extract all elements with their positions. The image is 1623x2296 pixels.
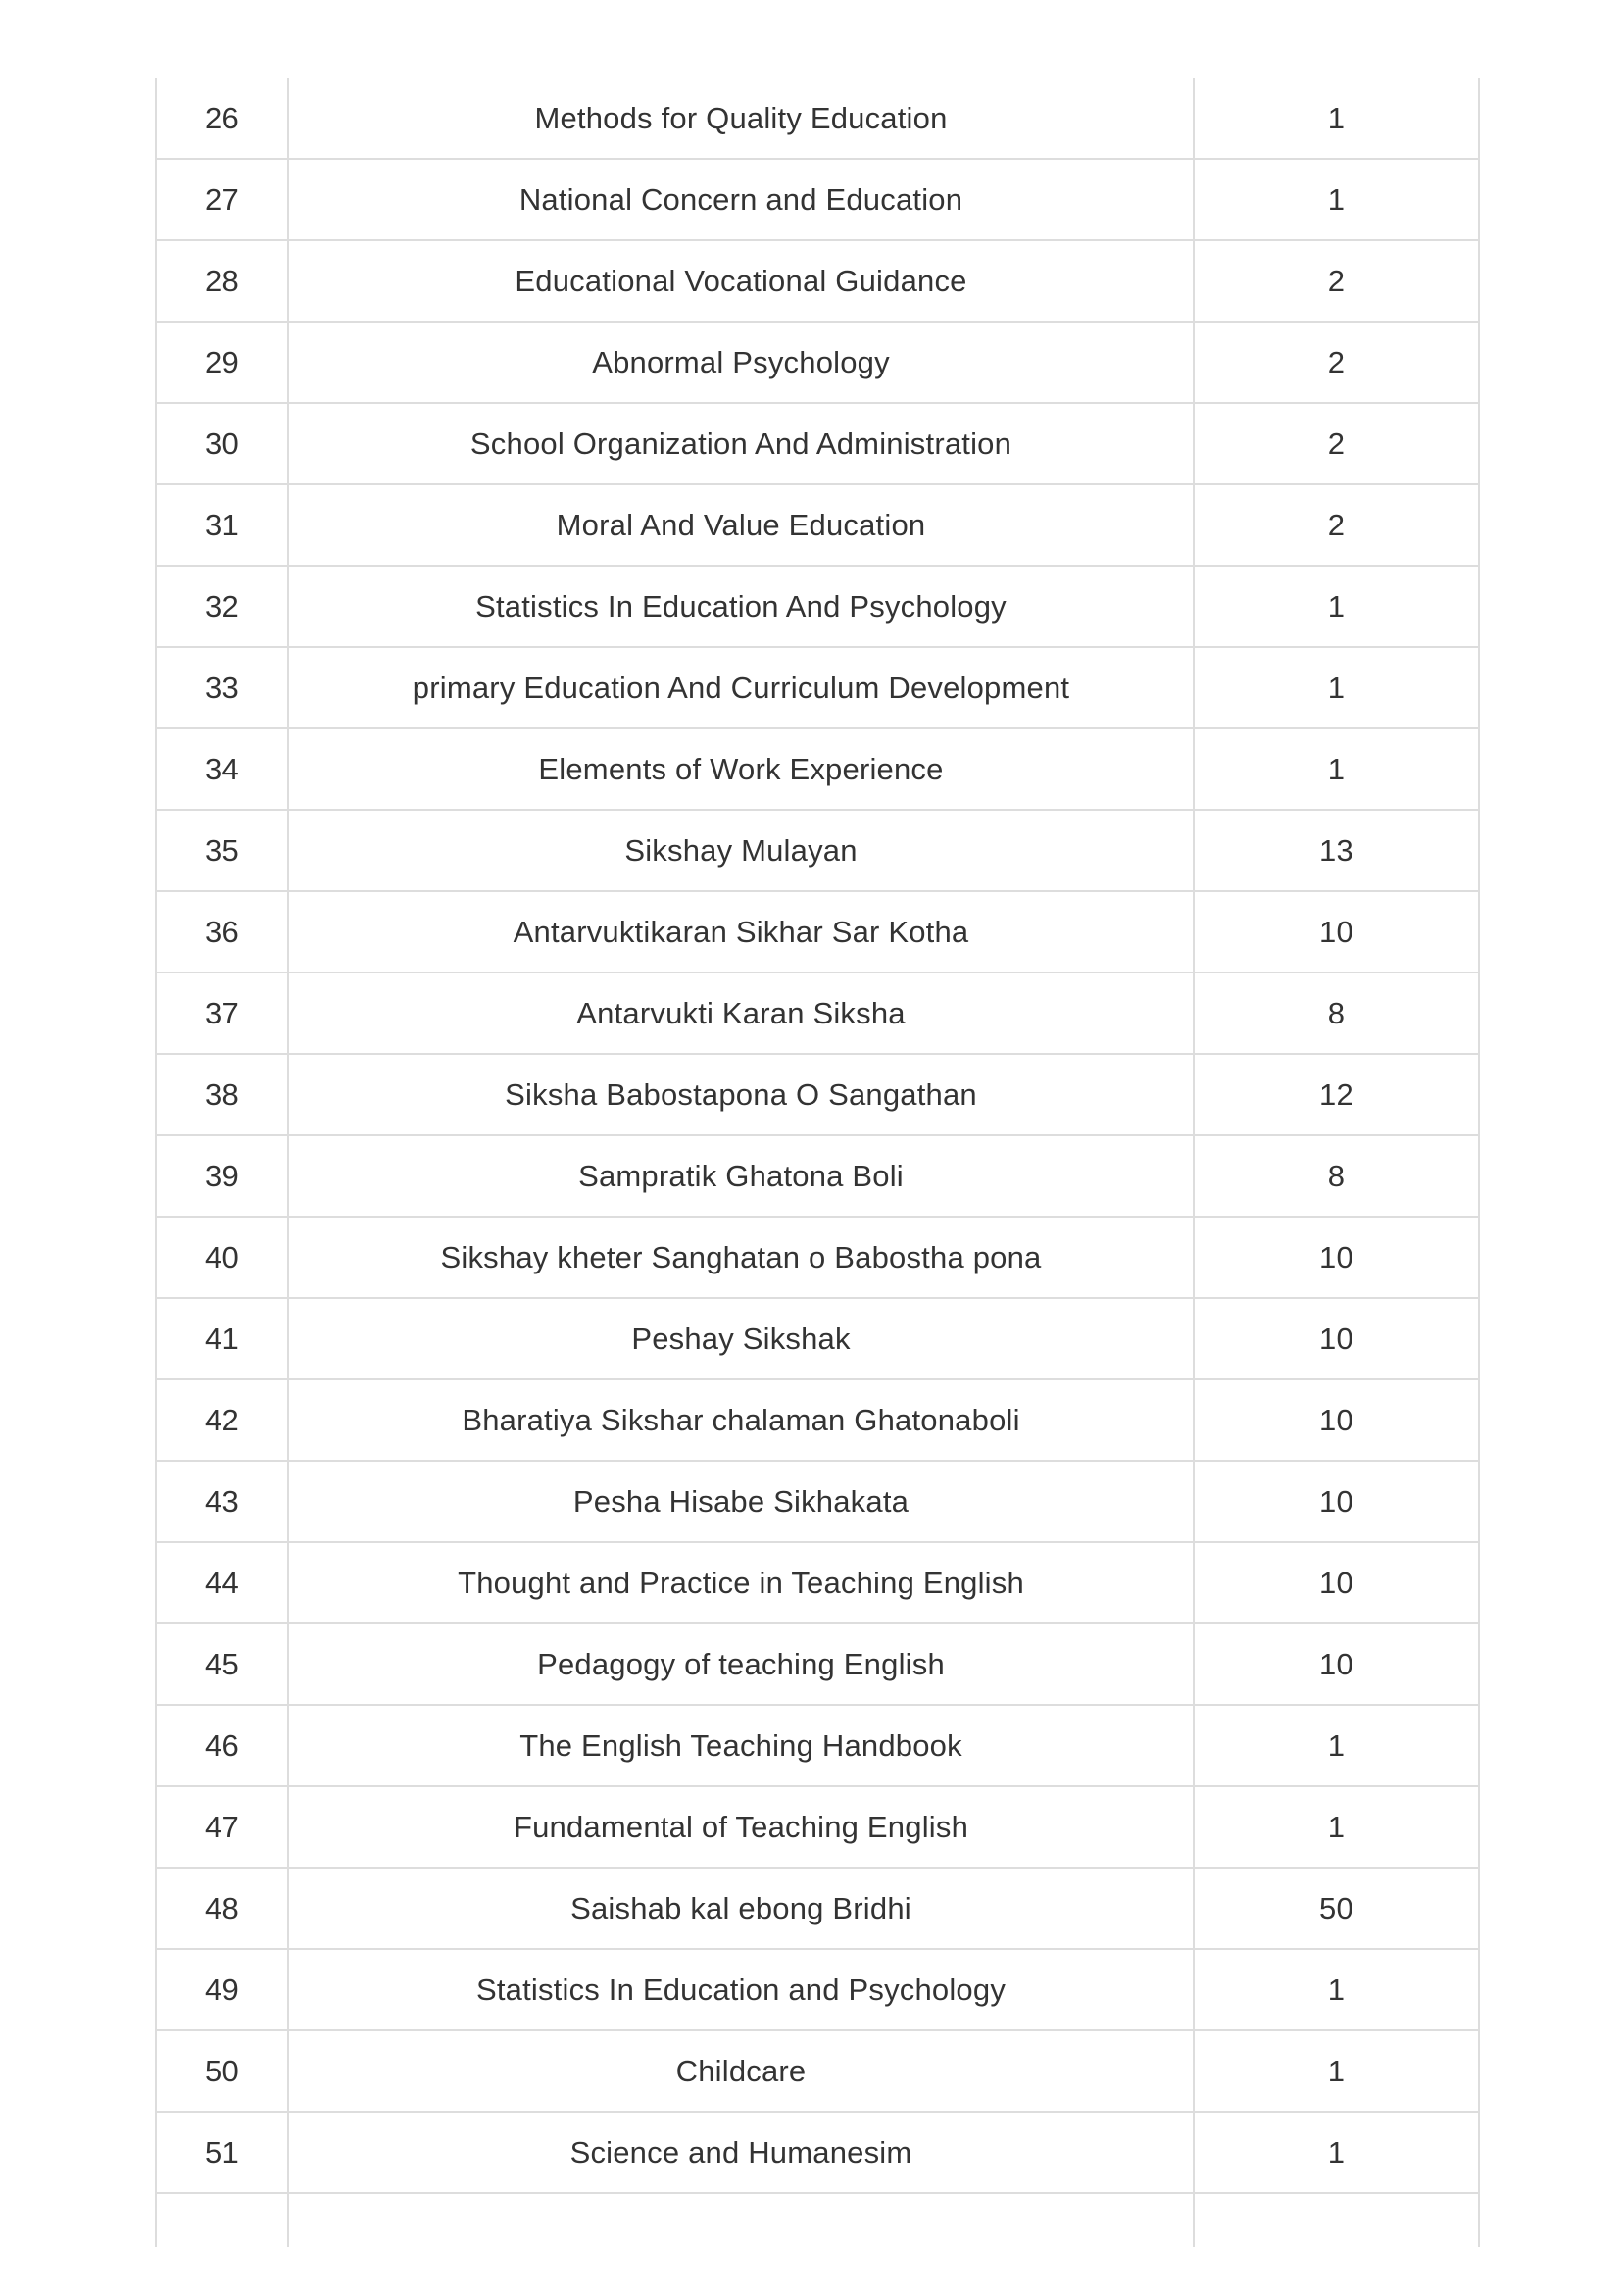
serial-number-cell: 36 xyxy=(156,891,288,973)
table-row-empty xyxy=(156,2193,1479,2247)
book-title-cell: Statistics In Education And Psychology xyxy=(288,566,1194,647)
table-row xyxy=(156,1054,1479,1135)
serial-number-cell: 50 xyxy=(156,2030,288,2112)
quantity-cell: 1 xyxy=(1194,647,1479,728)
quantity-cell: 1 xyxy=(1194,1949,1479,2030)
book-title-cell: Antarvukti Karan Siksha xyxy=(288,973,1194,1054)
table-row xyxy=(156,1379,1479,1461)
quantity-cell: 8 xyxy=(1194,973,1479,1054)
table-row xyxy=(156,1868,1479,1949)
table-row xyxy=(156,1542,1479,1623)
table-row xyxy=(156,1623,1479,1705)
serial-number-cell: 47 xyxy=(156,1786,288,1868)
book-title-cell: Fundamental of Teaching English xyxy=(288,1786,1194,1868)
table-row xyxy=(156,322,1479,403)
book-title-cell: Peshay Sikshak xyxy=(288,1298,1194,1379)
quantity-cell: 50 xyxy=(1194,1868,1479,1949)
table-row xyxy=(156,1949,1479,2030)
book-title-cell: Abnormal Psychology xyxy=(288,322,1194,403)
table-row xyxy=(156,1298,1479,1379)
book-title-cell: Pesha Hisabe Sikhakata xyxy=(288,1461,1194,1542)
serial-number-cell: 51 xyxy=(156,2112,288,2193)
book-title-cell: School Organization And Administration xyxy=(288,403,1194,484)
table-body xyxy=(156,78,1479,2247)
book-title-cell: Bharatiya Sikshar chalaman Ghatonaboli xyxy=(288,1379,1194,1461)
serial-number-cell: 41 xyxy=(156,1298,288,1379)
serial-number-cell: 46 xyxy=(156,1705,288,1786)
table-row xyxy=(156,1705,1479,1786)
table-row xyxy=(156,1461,1479,1542)
table-row xyxy=(156,484,1479,566)
table-row xyxy=(156,810,1479,891)
table-row xyxy=(156,159,1479,240)
table-row xyxy=(156,2030,1479,2112)
table-row xyxy=(156,891,1479,973)
quantity-cell: 10 xyxy=(1194,1623,1479,1705)
table-row xyxy=(156,1786,1479,1868)
quantity-cell: 2 xyxy=(1194,240,1479,322)
serial-number-cell: 32 xyxy=(156,566,288,647)
quantity-cell: 1 xyxy=(1194,1705,1479,1786)
serial-number-cell: 45 xyxy=(156,1623,288,1705)
table-row xyxy=(156,2112,1479,2193)
quantity-cell: 10 xyxy=(1194,1298,1479,1379)
serial-number-cell: 44 xyxy=(156,1542,288,1623)
serial-number-cell: 34 xyxy=(156,728,288,810)
quantity-cell xyxy=(1194,2193,1479,2247)
quantity-cell: 1 xyxy=(1194,78,1479,159)
book-title-cell: Sikshay Mulayan xyxy=(288,810,1194,891)
book-title-cell xyxy=(288,2193,1194,2247)
book-title-cell: Sampratik Ghatona Boli xyxy=(288,1135,1194,1217)
book-title-cell: Thought and Practice in Teaching English xyxy=(288,1542,1194,1623)
quantity-cell: 1 xyxy=(1194,159,1479,240)
serial-number-cell: 26 xyxy=(156,78,288,159)
quantity-cell: 10 xyxy=(1194,1379,1479,1461)
book-title-cell: Antarvuktikaran Sikhar Sar Kotha xyxy=(288,891,1194,973)
serial-number-cell: 31 xyxy=(156,484,288,566)
book-title-cell: Sikshay kheter Sanghatan o Babostha pona xyxy=(288,1217,1194,1298)
book-list-table-container xyxy=(155,78,1478,2247)
book-title-cell: Statistics In Education and Psychology xyxy=(288,1949,1194,2030)
table-row xyxy=(156,240,1479,322)
book-title-cell: Moral And Value Education xyxy=(288,484,1194,566)
serial-number-cell: 35 xyxy=(156,810,288,891)
serial-number-cell: 49 xyxy=(156,1949,288,2030)
serial-number-cell: 30 xyxy=(156,403,288,484)
book-title-cell: Siksha Babostapona O Sangathan xyxy=(288,1054,1194,1135)
quantity-cell: 10 xyxy=(1194,1542,1479,1623)
quantity-cell: 13 xyxy=(1194,810,1479,891)
quantity-cell: 2 xyxy=(1194,403,1479,484)
book-title-cell: Educational Vocational Guidance xyxy=(288,240,1194,322)
serial-number-cell: 39 xyxy=(156,1135,288,1217)
table-row xyxy=(156,728,1479,810)
quantity-cell: 1 xyxy=(1194,2030,1479,2112)
serial-number-cell: 48 xyxy=(156,1868,288,1949)
serial-number-cell: 37 xyxy=(156,973,288,1054)
book-title-cell: Saishab kal ebong Bridhi xyxy=(288,1868,1194,1949)
book-title-cell: National Concern and Education xyxy=(288,159,1194,240)
quantity-cell: 10 xyxy=(1194,1461,1479,1542)
quantity-cell: 1 xyxy=(1194,566,1479,647)
book-title-cell: primary Education And Curriculum Development xyxy=(288,647,1194,728)
table-row xyxy=(156,403,1479,484)
book-title-cell: The English Teaching Handbook xyxy=(288,1705,1194,1786)
quantity-cell: 1 xyxy=(1194,728,1479,810)
serial-number-cell: 28 xyxy=(156,240,288,322)
table-row xyxy=(156,1217,1479,1298)
serial-number-cell xyxy=(156,2193,288,2247)
quantity-cell: 2 xyxy=(1194,322,1479,403)
book-title-cell: Elements of Work Experience xyxy=(288,728,1194,810)
quantity-cell: 8 xyxy=(1194,1135,1479,1217)
serial-number-cell: 38 xyxy=(156,1054,288,1135)
quantity-cell: 10 xyxy=(1194,891,1479,973)
book-title-cell: Science and Humanesim xyxy=(288,2112,1194,2193)
quantity-cell: 12 xyxy=(1194,1054,1479,1135)
quantity-cell: 1 xyxy=(1194,2112,1479,2193)
book-title-cell: Methods for Quality Education xyxy=(288,78,1194,159)
book-title-cell: Childcare xyxy=(288,2030,1194,2112)
table-row xyxy=(156,1135,1479,1217)
table-row xyxy=(156,78,1479,159)
table-row xyxy=(156,973,1479,1054)
book-list-table xyxy=(155,78,1480,2247)
serial-number-cell: 40 xyxy=(156,1217,288,1298)
serial-number-cell: 29 xyxy=(156,322,288,403)
table-row xyxy=(156,566,1479,647)
serial-number-cell: 27 xyxy=(156,159,288,240)
quantity-cell: 2 xyxy=(1194,484,1479,566)
serial-number-cell: 33 xyxy=(156,647,288,728)
book-title-cell: Pedagogy of teaching English xyxy=(288,1623,1194,1705)
quantity-cell: 1 xyxy=(1194,1786,1479,1868)
serial-number-cell: 42 xyxy=(156,1379,288,1461)
table-row xyxy=(156,647,1479,728)
serial-number-cell: 43 xyxy=(156,1461,288,1542)
quantity-cell: 10 xyxy=(1194,1217,1479,1298)
